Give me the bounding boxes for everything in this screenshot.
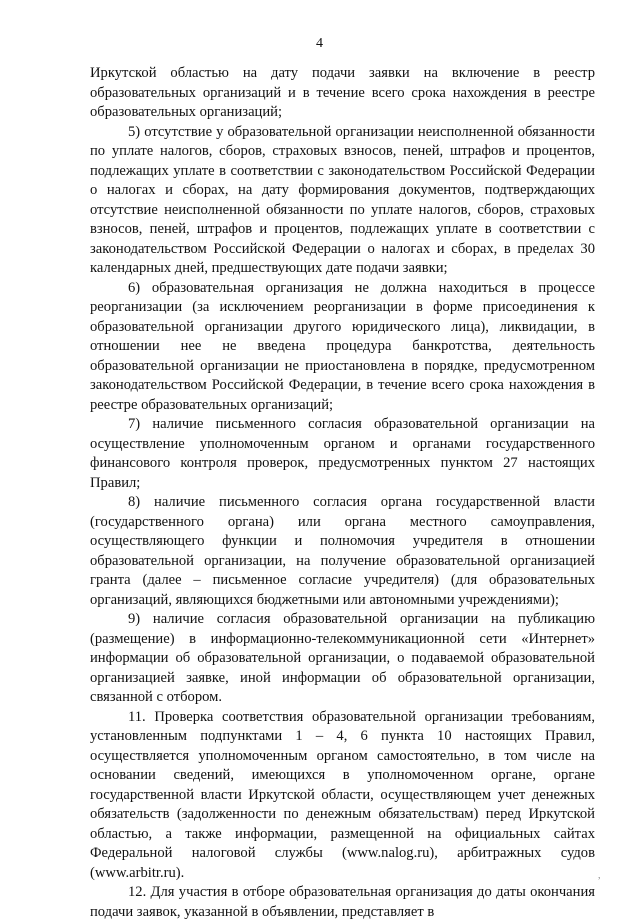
paragraph-continuation: Иркутской областью на дату подачи заявки на включение в реестр образовательных организаций и в течение всего срока нахождения в реестре образовательных организаций;	[90, 65, 595, 120]
paragraph-item-9: 9) наличие согласия образовательной организации на публикацию (размещение) в информационно-телекоммуникационной сети «Интернет» информации об образовательной организации, о подаваемой образовательной организацией заявке, иной информации об образовательной организации, связанной с отбором.	[90, 611, 595, 705]
paragraph-section-12: 12. Для участия в отборе образовательная организация до даты окончания подачи заявок, указанной в объявлении, представляет в	[90, 884, 595, 920]
paragraph-item-5: 5) отсутствие у образовательной организации неисполненной обязанности по уплате налогов, сборов, страховых взносов, пеней, штрафов и процентов, подлежащих уплате в соответствии с законодательством Российской Федерации о налогах и сборах, на дату формирования документов, подтверждающих отсутствие неисполненной обязанности по уплате налогов, сборов, страховых взносов, пеней, штрафов и процентов, подлежащих уплате в соответствии с законодательством Российской Федерации о налогах и сборах, в пределах 30 календарных дней, предшествующих дате подачи заявки;	[90, 123, 595, 276]
paragraph-item-7: 7) наличие письменного согласия образовательной организации на осуществление уполномоченным органом и органами государственного финансового контроля проверок, предусмотренных пунктом 27 настоящих Правил;	[90, 416, 595, 491]
paragraph-item-6: 6) образовательная организация не должна находиться в процессе реорганизации (за исключением реорганизации в форме присоединения к образовательной организации другого юридического лица), ликвидации, в отношении нее не введена процедура банкротства, деятельность образовательной организации не приостановлена в порядке, предусмотренном законодательством Российской Федерации, в течение всего срока нахождения в реестре образовательных организаций;	[90, 279, 595, 413]
document-body	[90, 64, 595, 922]
paragraph-section-11: 11. Проверка соответствия образовательной организации требованиям, установленным подпунктами 1 – 4, 6 пункта 10 настоящих Правил, осуществляется уполномоченным органом самостоятельно, в том числе на основании сведений, имеющихся в уполномоченном органе, органе государственной власти Иркутской области, осуществляющем учет денежных обязательств (задолженности по денежным обязательствам) перед Иркутской областью, а также информации, размещенной на официальных сайтах Федеральной налоговой службы (www.nalog.ru), арбитражных судов (www.arbitr.ru).	[90, 708, 595, 881]
paragraph-item-8: 8) наличие письменного согласия органа государственной власти (государственного органа) или органа местного самоуправления, осуществляющего функции и полномочия учредителя в отношении образовательной организации, на получение образовательной организацией гранта (далее – письменное согласие учредителя) (для образовательных организаций, являющихся бюджетными или автономными учреждениями);	[90, 494, 595, 608]
scan-mark: ,	[598, 870, 601, 881]
page-number: 4	[316, 36, 323, 51]
